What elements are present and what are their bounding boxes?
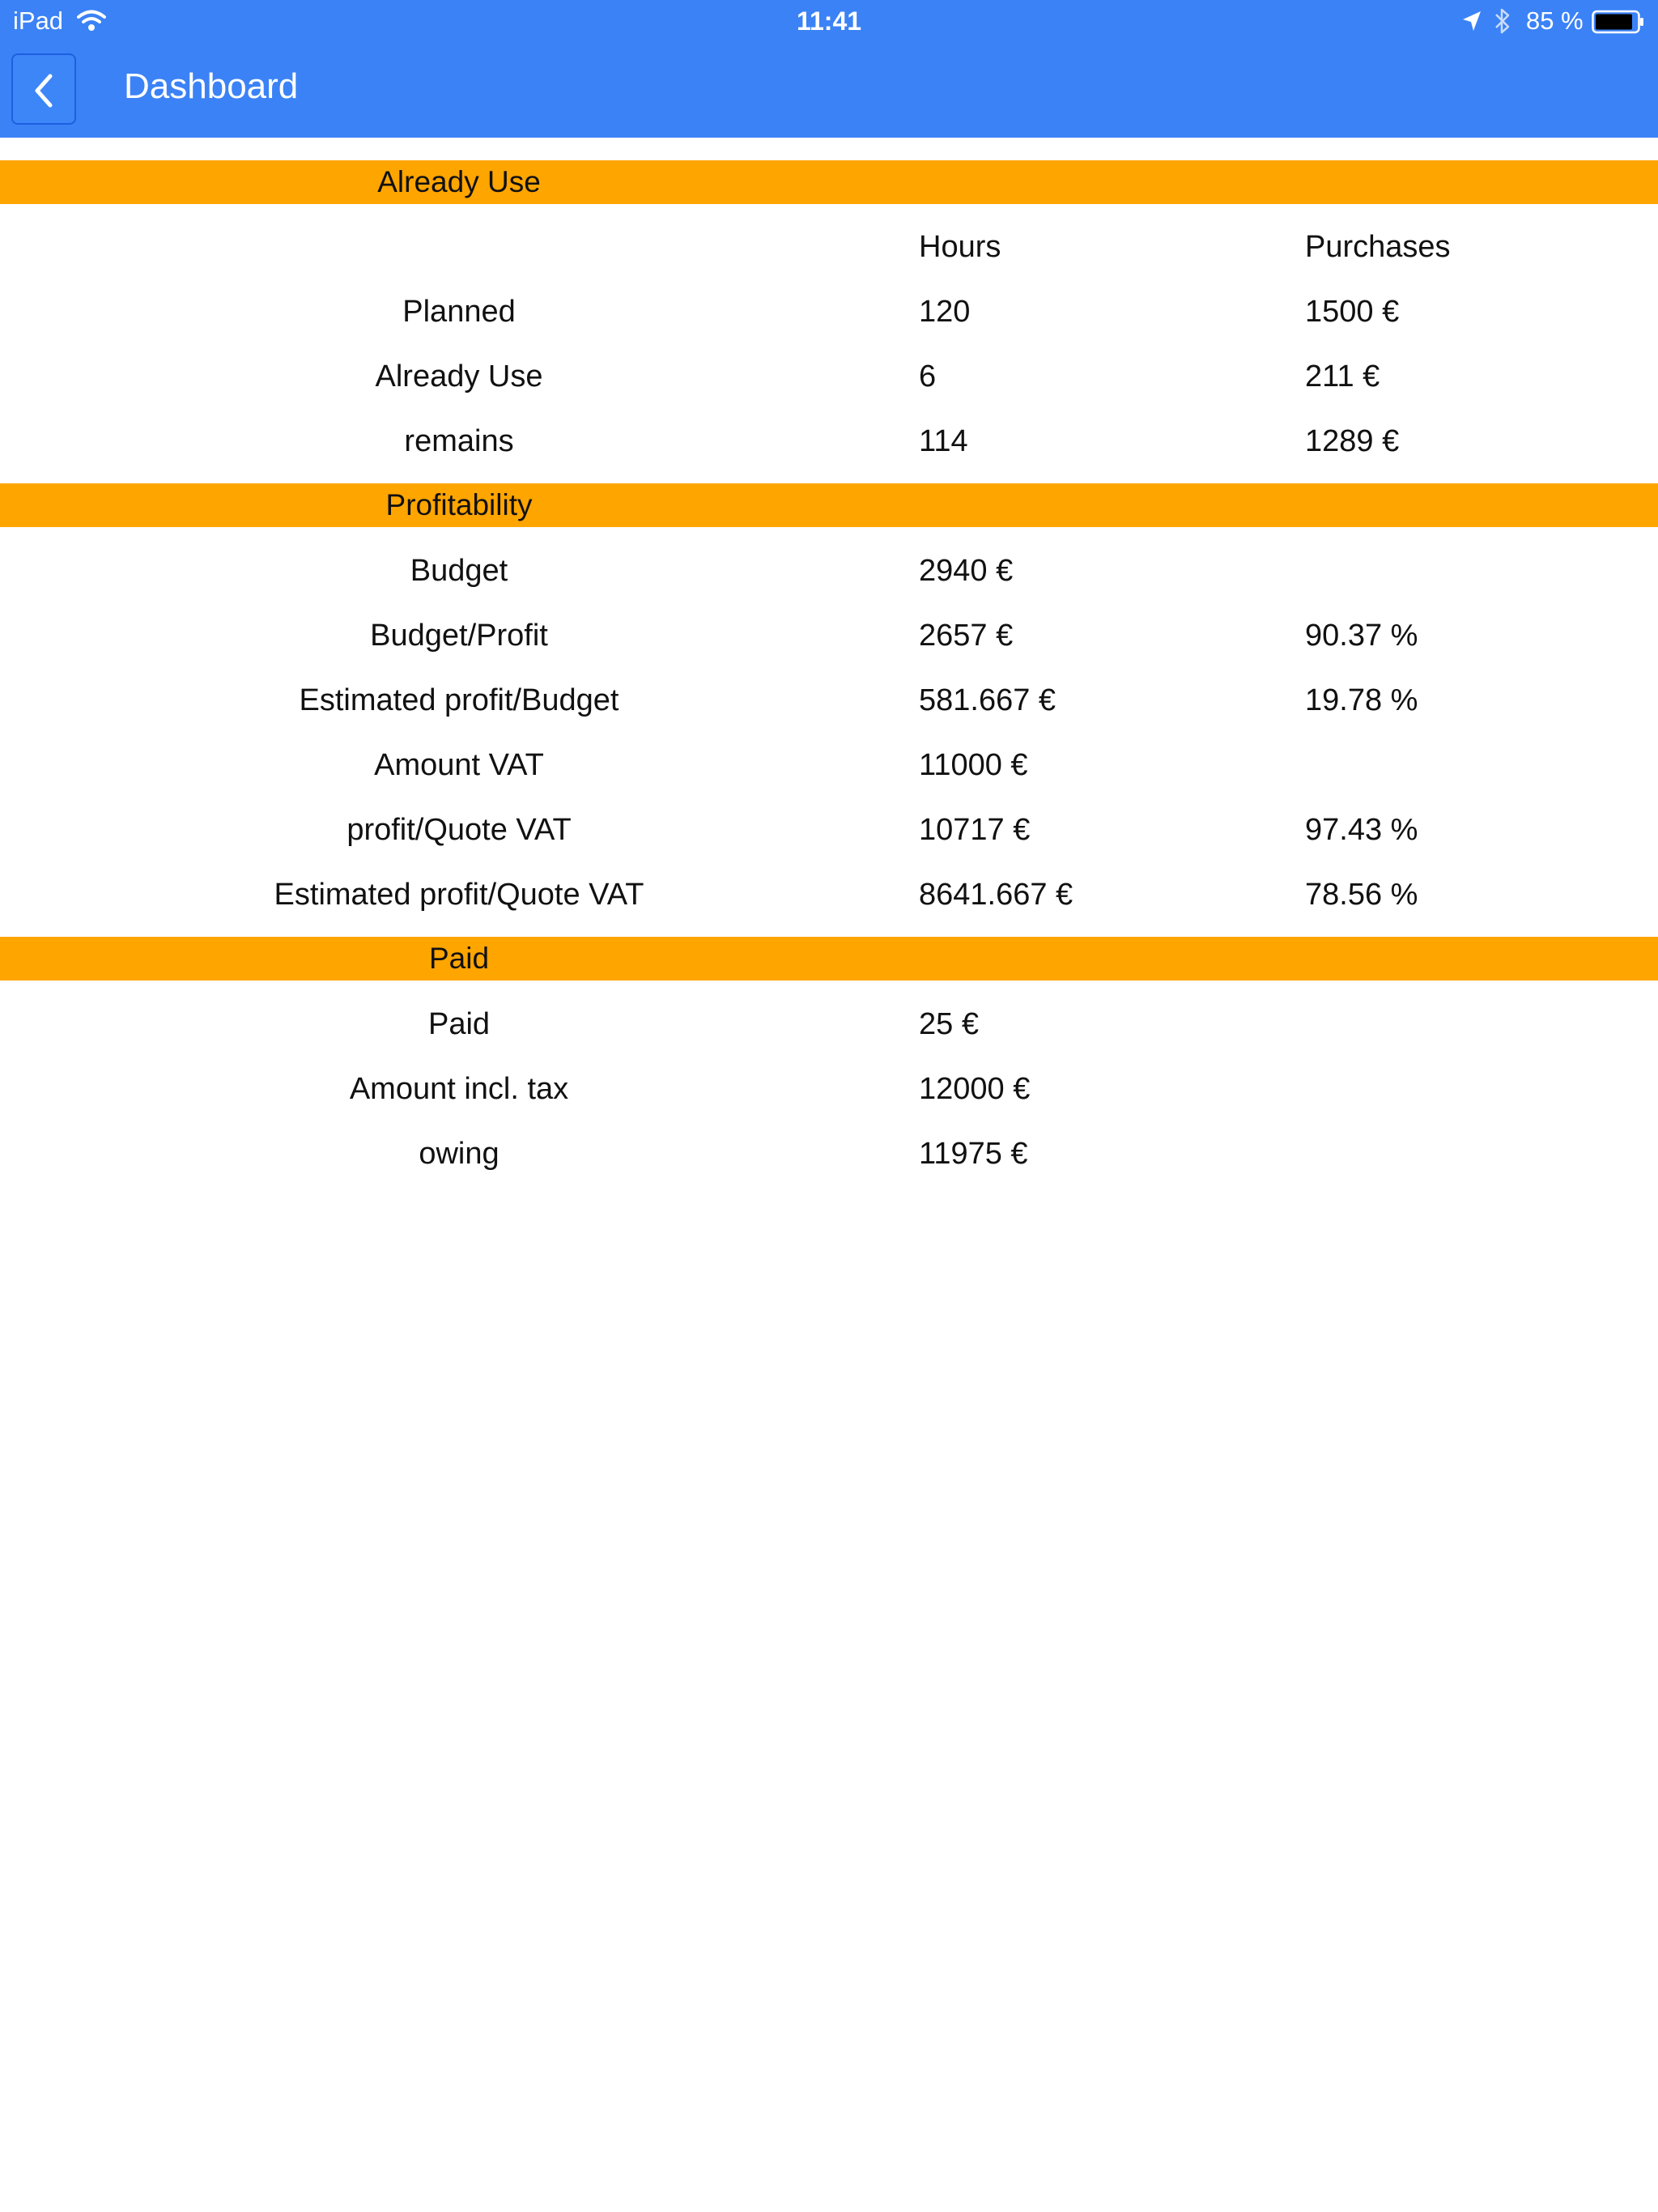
row-purchases-value: 1289 €	[1305, 424, 1400, 458]
page-title: Dashboard	[124, 66, 299, 106]
table-row	[0, 669, 1658, 734]
section-header-paid	[0, 937, 1658, 981]
row-value: 581.667 €	[919, 683, 1056, 717]
row-value: 2940 €	[919, 554, 1014, 588]
row-hours-value: 120	[919, 295, 971, 329]
section-header-profitability	[0, 483, 1658, 527]
table-row	[0, 410, 1658, 474]
row-hours-value: 114	[919, 424, 968, 458]
navigation-bar	[0, 44, 1658, 138]
row-value: 8641.667 €	[919, 878, 1073, 912]
row-label: Budget/Profit	[370, 619, 548, 653]
row-percentage: 90.37 %	[1305, 619, 1418, 653]
status-bar	[0, 0, 1658, 44]
section-title: Paid	[428, 942, 490, 975]
row-label: Amount incl. tax	[349, 1072, 569, 1106]
status-device-name: iPad	[13, 6, 64, 35]
chevron-left-icon	[31, 73, 57, 108]
row-label: Amount VAT	[374, 748, 544, 782]
column-header-purchases: Purchases	[1305, 230, 1451, 264]
row-percentage: 97.43 %	[1305, 813, 1418, 847]
row-label: Estimated profit/Budget	[299, 683, 619, 717]
table-row	[0, 604, 1658, 669]
app-header	[0, 0, 1658, 138]
row-label: Planned	[402, 295, 516, 329]
table-row	[0, 1057, 1658, 1122]
battery-icon	[1592, 10, 1645, 34]
row-value: 25 €	[919, 1007, 979, 1041]
row-value: 11000 €	[919, 748, 1028, 782]
bluetooth-icon	[1494, 7, 1511, 35]
row-value: 11975 €	[919, 1137, 1028, 1171]
row-label: owing	[419, 1137, 500, 1171]
section-title: Already Use	[377, 165, 541, 198]
status-time: 11:41	[796, 6, 862, 36]
table-row	[0, 1122, 1658, 1187]
table-header-row	[0, 215, 1658, 280]
table-row	[0, 734, 1658, 798]
row-purchases-value: 211 €	[1305, 359, 1380, 393]
row-label: Estimated profit/Quote VAT	[274, 878, 644, 912]
column-header-hours: Hours	[919, 230, 1001, 264]
row-value: 12000 €	[919, 1072, 1031, 1106]
section-header-already-use	[0, 160, 1658, 204]
location-arrow-icon	[1461, 10, 1482, 32]
row-label: profit/Quote VAT	[346, 813, 572, 847]
back-button[interactable]	[11, 53, 76, 125]
battery-percentage: 85 %	[1526, 6, 1584, 35]
row-label: Paid	[427, 1007, 491, 1041]
table-row	[0, 993, 1658, 1057]
row-percentage: 78.56 %	[1305, 878, 1418, 912]
row-value: 10717 €	[919, 813, 1031, 847]
table-row	[0, 280, 1658, 345]
row-label: Already Use	[375, 359, 543, 393]
row-purchases-value: 1500 €	[1305, 295, 1400, 329]
table-row	[0, 345, 1658, 410]
row-value: 2657 €	[919, 619, 1014, 653]
section-title: Profitability	[385, 488, 533, 521]
row-percentage: 19.78 %	[1305, 683, 1418, 717]
table-row	[0, 798, 1658, 863]
table-row	[0, 863, 1658, 928]
row-label: Budget	[410, 554, 508, 588]
table-row	[0, 539, 1658, 604]
row-hours-value: 6	[919, 359, 937, 393]
row-label: remains	[404, 424, 514, 458]
